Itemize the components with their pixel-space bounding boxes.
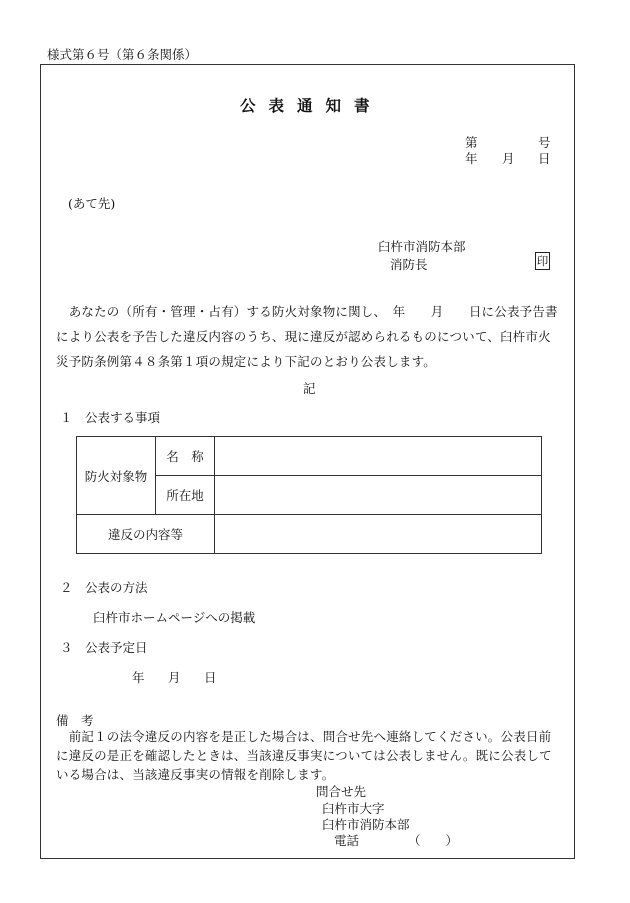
name-label-cell: 名 称 [156, 437, 215, 476]
contact-heading: 問合せ先 [316, 784, 367, 799]
form-number: 様式第６号（第６条関係） [47, 47, 198, 62]
section1-heading: １ 公表する事項 [60, 410, 161, 425]
section3-heading: ３ 公表予定日 [60, 640, 148, 655]
violation-value-cell [215, 515, 542, 554]
table-row [77, 437, 542, 476]
sender-org: 臼杵市消防本部 [378, 239, 466, 254]
publish-date-month: 月 [168, 670, 181, 685]
issue-date-day: 日 [538, 151, 551, 166]
violation-label-cell: 違反の内容等 [77, 515, 215, 554]
seal-mark: 印 [536, 254, 549, 268]
contact-org: 臼杵市消防本部 [322, 817, 410, 832]
document-title: 公表通知書 [240, 96, 383, 115]
publish-date-day: 日 [204, 670, 217, 685]
address-label-cell: 所在地 [156, 476, 215, 515]
sender-title: 消防長 [390, 257, 428, 272]
contact-phone-label: 電話 [334, 833, 360, 848]
group-label-cell: 防火対象物 [77, 437, 156, 515]
notice-body-paragraph: あなたの（所有・管理・占有）する防火対象物に関し、 年 月 日に公表予告書により公表を予告した違反内容のうち、現に違反が認められるものについて、臼杵市火災予防条例第４８条第１項の規定により下記のとおり公表します。 [56, 304, 558, 369]
issue-date-month: 月 [502, 151, 515, 166]
publication-items-table [76, 436, 542, 554]
ki-mark: 記 [303, 381, 316, 396]
remarks-text: 前記１の法令違反の内容を是正した場合は、問合せ先へ連絡してください。公表日前に違反の是正を確認したときは、当該違反事実については公表しません。既に公表している場合は、当該違反事実の情報を削除します。 [56, 729, 552, 782]
doc-number-suffix: 号 [538, 135, 551, 150]
contact-phone-parens: （ ） [408, 833, 459, 848]
issue-date-year: 年 [465, 151, 478, 166]
section2-heading: ２ 公表の方法 [60, 580, 148, 595]
address-value-cell [215, 476, 542, 515]
contact-address: 臼杵市大字 [322, 801, 385, 816]
doc-number-prefix: 第 [465, 135, 478, 150]
publish-date-year: 年 [132, 670, 145, 685]
addressee: (あて先) [68, 196, 116, 211]
table-row [77, 515, 542, 554]
name-value-cell [215, 437, 542, 476]
remarks-heading: 備 考 [56, 713, 94, 728]
publication-method: 臼杵市ホームページへの掲載 [93, 610, 256, 625]
